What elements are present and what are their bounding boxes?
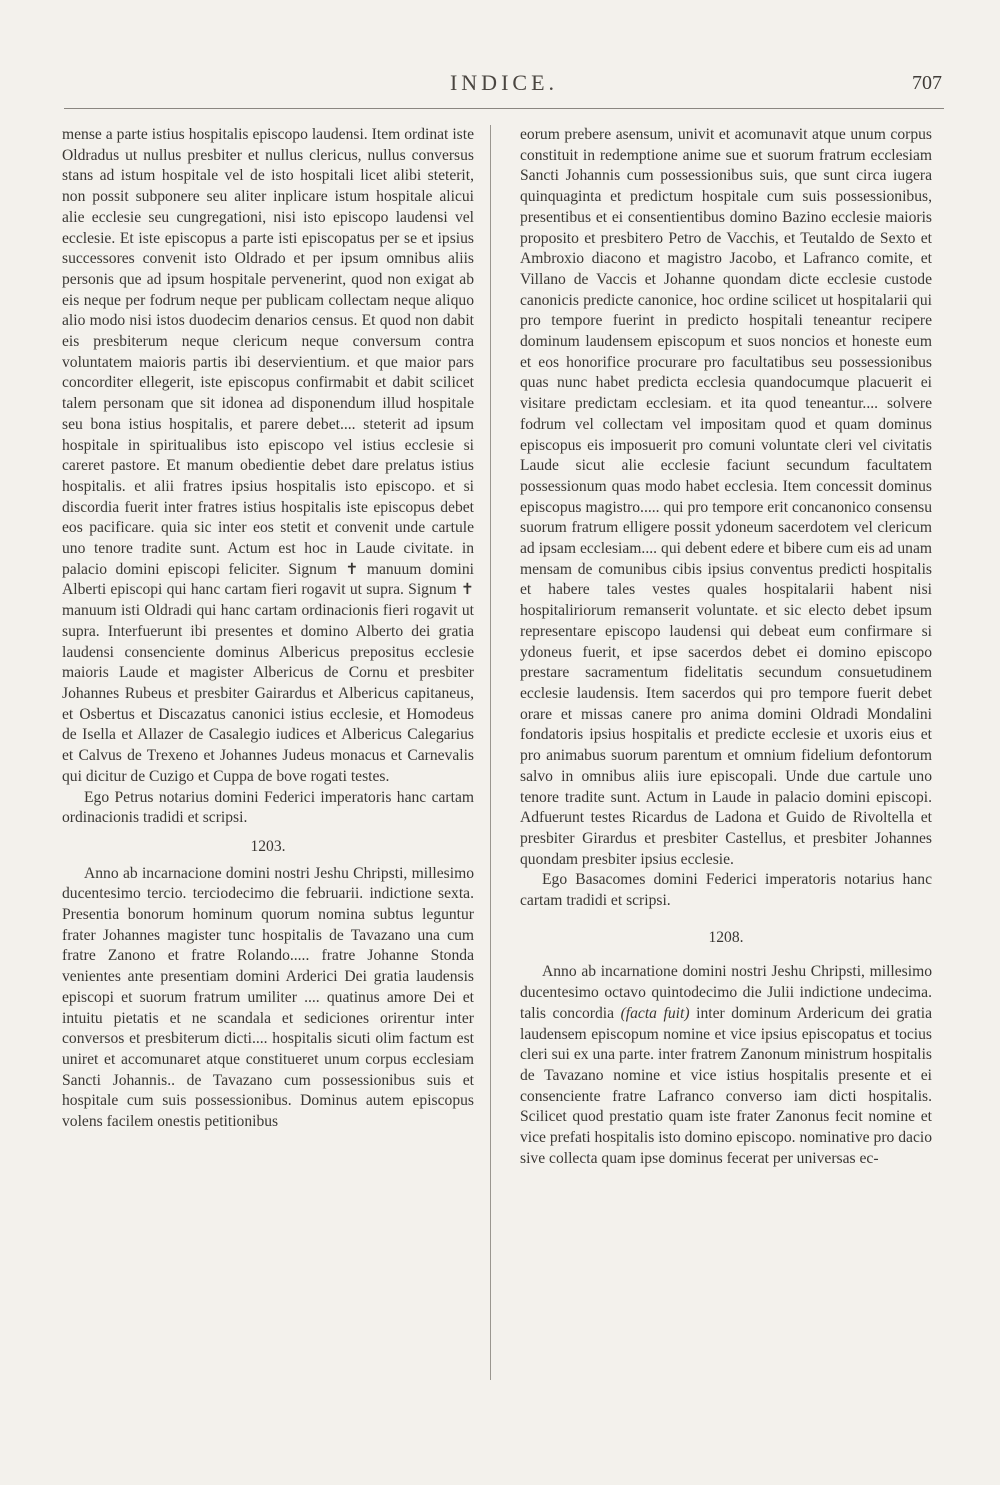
left-paragraph-3: Anno ab incarnacione domini nostri Jeshu Chripsti, millesimo ducentesimo tercio. terciodecimo die februarii. indictione sexta. Presentia bonorum hominum quorum nomina subtus leguntur frater Johannes magister tunc hospitalis de Tavazano una cum fratre Zanono et fratre Rolando..... fratre Johanne Stonda venientes ante presentiam domini Arderici Dei gratia laudensis episcopi et suorum fratrum umiliter .... quatinus amore Dei et intuitu pietatis et ne scandala et sediciones orirentur inter conversos et presbiterum dicti.... hospitalis sicuti olim factum est uniret et accomunaret atque constitueret unum corpus ecclesiam Sancti Johannis.. de Tavazano cum possessionibus suis et hospitale cum suis possessionibus. Dominus autem episcopus volens facilem onestis petitionibus xyxy=(62,864,474,1131)
right-paragraph-notary: Ego Basacomes domini Federici imperatoris notarius hanc cartam tradidi et scripsi. xyxy=(520,871,932,910)
year-heading-1208: 1208. xyxy=(708,928,744,946)
running-title: INDICE. xyxy=(449,70,559,95)
page-number: 707 xyxy=(912,72,942,94)
italic-phrase: (facta fuit) xyxy=(620,1004,690,1022)
page-header xyxy=(64,70,944,106)
right-paragraph-1: eorum prebere asensum, univit et acomunavit atque unum corpus constituit in redemptione anime sue et suorum fratrum ecclesiam Sancti Johannis cum possessionibus suis, que sunt circa iugera quinquaginta et predictum hospitale cum suis possessionibus, presentibus et ei consentientibus domino Bazino ecclesie maioris proposito et presbitero Petro de Vacchis, et Teutaldo de Sexto et Ambroxio diacono et magistro Jacobo, et Lafranco comite, et Villano de Vaccis et Johanne quondam dicte ecclesie custode canonicis predicte canonice, hoc ordine scilicet ut hospitalarii qui pro tempore fuerint in predicto hospitali teneantur recipere dominum laudensem episcopum et suos noncios et honeste eum et eos honorifice procurare pro facultatibus seu possessionibus quas nunc habet predicta ecclesia quandocumque placuerit ei visitare predictam ecclesiam. et ita quod teneantur.... solvere fodrum vel collectam vel impositam quod et quam dominus episcopus eis imposuerit pro comuni voluntate cleri vel civitatis Laude sicut alie ecclesie faciunt secundum facultatem possessionum quas modo habet ecclesia. Item concessit dominus episcopus magistro..... qui pro tempore erit concanonico consensu suorum fratrum elligere possit ydoneum sacerdotem vel clericum ad ipsam ecclesiam.... qui debent edere et bibere cum eis ad unam mensam de comunibus cibis ipsius conventus predicti hospitalis et habere tales vestes quales hospitalarii habent nisi hospitaliriorum remanserit voluntate. et sic electo debet ipsum representare episcopo laudensi qui debeat eum confirmare si ydoneus fuerit, et ipse sacerdos debet ei domino episcopo prestare sacramentum fidelitatis secundum consuetudinem ecclesie laudensis. Item sacerdos qui pro tempore fuerit debet orare et missas canere pro anima domini Oldradi Mondalini fondatoris ipsius hospitalis et predicte ecclesie et uxoris eius et pro animabus suorum parentum et omnium fidelium defontorum salvo in omnibus aliis iure episcopali. Unde due cartule uno tenore tradite sunt. Actum in Laude in palacio domini episcopi. Adfuerunt testes Ricardus de Ladona et Guido de Rivoltella et presbiter Girardus et presbiter Castellus, et presbiter Johannes quondam presbiter ipsius ecclesie. xyxy=(520,126,932,868)
right-paragraph-3-end: inter dominum Ardericum dei gratia laudensem episcopum nomine et vice ipsius episcopatus et tocius cleri sui ex una parte. inter fratrem Zanonum ministrum hospitalis de Tavazano nomine et vice istius hospitalis presente et ei consenciente fratre Lafranco converso iam dicti hospitalis. Scilicet quod prestatio quam iste frater Zanonus fecit nomine et vice prefati hospitalis isto domino episcopo. nominative pro dacio sive collecta quam ipse dominus fecerat per universas ec- xyxy=(520,1004,932,1167)
left-column xyxy=(62,125,474,1133)
left-paragraph-notary: Ego Petrus notarius domini Federici imperatoris hanc cartam ordinacionis tradidi et scripsi. xyxy=(62,788,474,827)
left-paragraph-1: mense a parte istius hospitalis episcopo laudensi. Item ordinat iste Oldradus ut nullus presbiter et nullus clericus, nullus conversus stans ad istum hospitale vel de isto hospitali licet alibi steterit, non possit subponere seu aliter inplicare istum hospitale alicui alie ecclesie seu cungregationi, nisi isto episcopo laudensi vel ecclesie. Et iste episcopus a parte isti episcopatus per se et ipsius successores convenit isto Oldrado et per ipsum omnibus aliis personis que ad ipsum hospitale pervenerint, quod non exigat ab eis neque per fodrum neque per publicam collectam neque aliquo alio modo nisi istos duodecim denarios census. Et quod non dabit eis presbiterum neque clericum neque conversum contra voluntatem maioris partis ibi deservientium. et que maior pars concorditer ellegerit, iste episcopus confirmabit et dabit scilicet talem personam que sit idonea ad disponendum illud hospitale seu bona istius hospitalis, et parere debet.... steterit ad ipsum hospitale in spiritualibus isto episcopo vel istius ecclesie si careret pastore. Et manum obedientie debet dare prelatus istius hospitalis. et alii fratres ipsius hospitalis isto episcopo. et si discordia fuerit inter fratres istius hospitalis iste episcopus debet eos pacificare. quia sic inter eos stetit et convenit unde cartule uno tenore tradite sunt. Actum est hoc in Laude civitate. in palacio domini episcopi feliciter. Signum ✝ manuum domini Alberti episcopi qui hanc cartam fieri rogavit ut supra. Signum ✝ manuum isti Oldradi qui hanc cartam ordinacionis fieri rogavit ut supra. Interfuerunt ibi presentes et domino Alberto dei gratia laudensi consenciente dominus Albericus prepositus ecclesie maioris Laude et magister Albericus de Cornu et presbiter Johannes Rubeus et presbiter Gairardus et Albericus capitaneus, et Osbertus et Discazatus canonici istius ecclesie, et Homodeus de Isella et Allazer de Casalegio iudices et Albericus Calegarius et Calvus de Trexeno et Johannes Judeus monacus et Carnevalis qui dicitur de Cuzigo et Cuppa de bove rogati testes. xyxy=(62,126,474,785)
right-paragraph-3-start: Anno ab incarnatione domini nostri Jeshu Chripsti, millesimo ducentesimo octavo quintodecimo die Julii indictione undecima. talis concordia xyxy=(520,963,932,1022)
year-heading-1203: 1203. xyxy=(250,837,286,855)
right-column xyxy=(520,125,932,1169)
header-rule xyxy=(64,108,944,109)
column-divider xyxy=(490,125,491,1380)
right-paragraph-3 xyxy=(520,962,932,1169)
